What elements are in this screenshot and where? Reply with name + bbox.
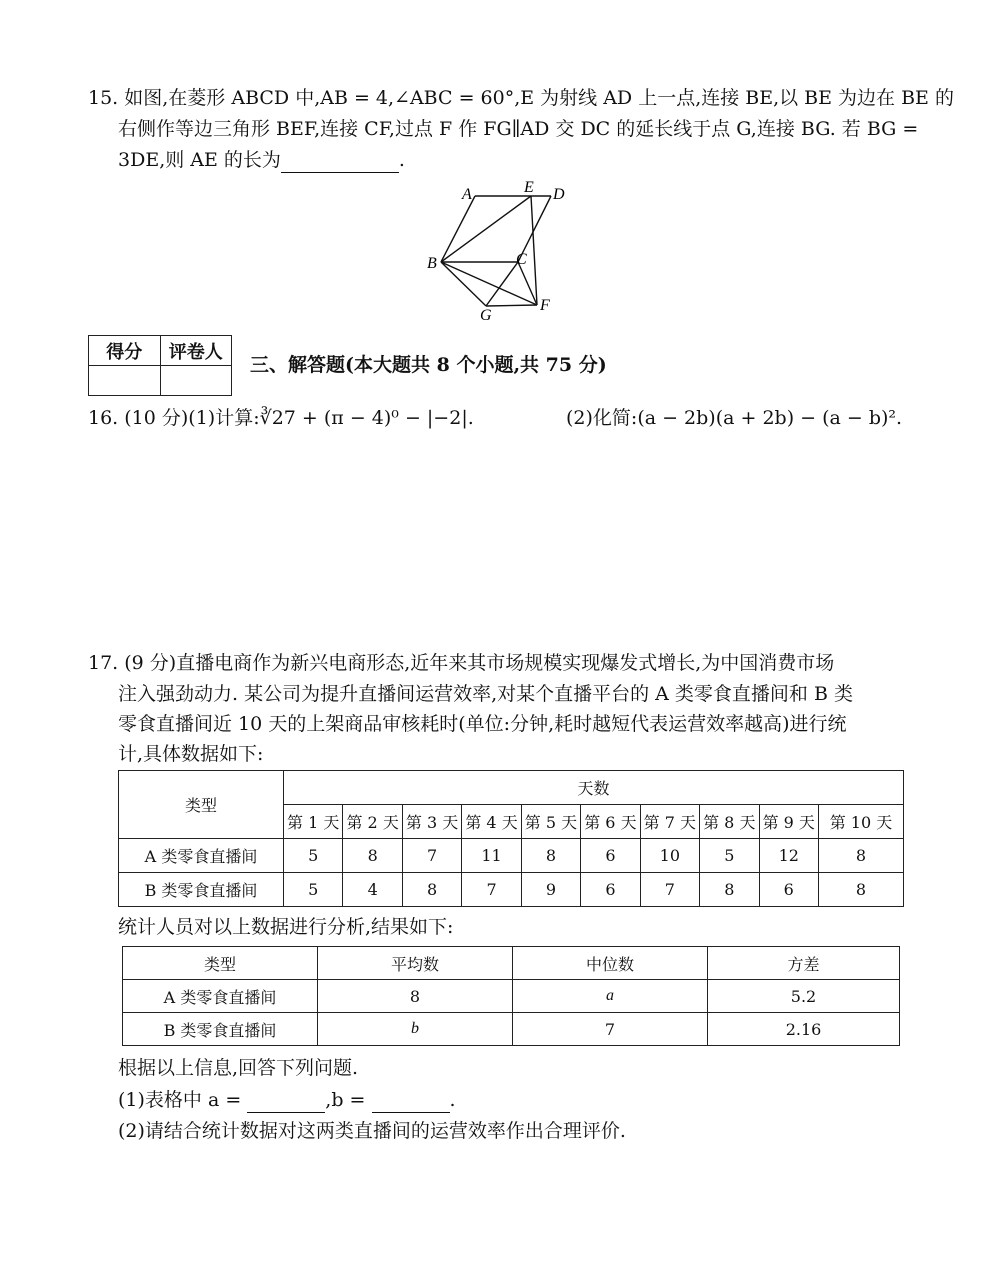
label-g: G (480, 307, 492, 324)
sub-question-1 (118, 1087, 456, 1113)
label-f: F (540, 297, 550, 314)
type-header: 类型 (119, 771, 284, 839)
daily-data-table (118, 770, 904, 907)
q17-line1: 17. (9 分)直播电商作为新兴电商形态,近年来其市场规模实现爆发式增长,为中国消费市场 (88, 652, 835, 674)
segment-bf (441, 262, 537, 305)
segment-bg (441, 262, 486, 306)
q16-part1: 16. (10 分)(1)计算:∛27 + (π − 4)⁰ − |−2|. (88, 407, 474, 429)
score-table (88, 335, 232, 396)
day-header: 第 2 天 (343, 805, 402, 839)
table-cell: 5 (284, 873, 343, 907)
answer-blank-b[interactable] (372, 1092, 450, 1113)
stats-header: 方差 (708, 947, 900, 980)
segment-ef (531, 196, 537, 305)
sub-question-2: (2)请结合统计数据对这两类直播间的运营效率作出合理评价. (118, 1120, 626, 1142)
table-cell: 12 (759, 839, 819, 873)
label-a: A (462, 186, 472, 203)
table-cell: 4 (343, 873, 402, 907)
q15-line3 (118, 147, 405, 173)
row-label: A 类零食直播间 (119, 839, 284, 873)
answer-blank-ae[interactable] (281, 152, 399, 173)
q17-line2: 注入强劲动力. 某公司为提升直播间运营效率,对某个直播平台的 A 类零食直播间和 B 类 (118, 683, 853, 705)
q15-end: . (398, 149, 405, 171)
day-header: 第 5 天 (521, 805, 580, 839)
stats-cell: B 类零食直播间 (123, 1013, 318, 1046)
label-c: C (516, 251, 527, 268)
label-e: E (524, 179, 534, 196)
stats-cell: 5.2 (708, 980, 900, 1013)
label-b: B (427, 255, 437, 272)
stats-cell: 2.16 (708, 1013, 900, 1046)
day-header: 第 8 天 (700, 805, 759, 839)
stats-cell: b (318, 1013, 513, 1046)
table-cell: 5 (700, 839, 759, 873)
q15-number: 15. (88, 87, 119, 109)
sub1-a-text: (1)表格中 a = (118, 1089, 242, 1111)
stats-table (122, 946, 900, 1046)
score-cell[interactable] (89, 366, 161, 396)
segment-cf (518, 262, 537, 305)
table-row (119, 839, 904, 873)
day-header: 第 7 天 (640, 805, 699, 839)
table-cell: 6 (581, 839, 640, 873)
day-header: 第 3 天 (402, 805, 461, 839)
table-cell: 6 (759, 873, 819, 907)
q15-line1 (88, 85, 954, 111)
answer-intro: 根据以上信息,回答下列问题. (118, 1057, 359, 1079)
stats-cell: 7 (513, 1013, 708, 1046)
stats-header: 平均数 (318, 947, 513, 980)
table-cell: 11 (462, 839, 521, 873)
day-header: 第 9 天 (759, 805, 819, 839)
table-cell: 8 (819, 839, 904, 873)
q17-line3: 零食直播间近 10 天的上架商品审核耗时(单位:分钟,耗时越短代表运营效率越高)进行统 (118, 713, 847, 735)
label-d: D (553, 186, 565, 203)
segment-ab (441, 196, 475, 262)
table-cell: 8 (343, 839, 402, 873)
stats-header: 中位数 (513, 947, 708, 980)
row-label: B 类零食直播间 (119, 873, 284, 907)
answer-blank-a[interactable] (247, 1092, 325, 1113)
q15-text-3: 3DE,则 AE 的长为 (118, 149, 281, 171)
sub1-b-text: ,b = (325, 1089, 366, 1111)
q16-part2: (2)化简:(a − 2b)(a + 2b) − (a − b)². (566, 407, 903, 429)
segment-gf (486, 305, 537, 306)
q17-line4: 计,具体数据如下: (118, 743, 264, 765)
section-3-heading: 三、解答题(本大题共 8 个小题,共 75 分) (250, 354, 607, 376)
stats-cell: a (513, 980, 708, 1013)
day-header: 第 10 天 (819, 805, 904, 839)
days-header: 天数 (284, 771, 904, 805)
table-cell: 8 (521, 839, 580, 873)
q15-line2: 右侧作等边三角形 BEF,连接 CF,过点 F 作 FG∥AD 交 DC 的延长线于点 G,连接 BG. 若 BG = (118, 118, 919, 140)
analysis-intro: 统计人员对以上数据进行分析,结果如下: (118, 916, 454, 938)
table-row (123, 980, 900, 1013)
segment-dc (518, 196, 551, 262)
table-cell: 8 (402, 873, 461, 907)
score-header: 得分 (89, 336, 161, 366)
stats-header: 类型 (123, 947, 318, 980)
grader-header: 评卷人 (160, 336, 232, 366)
grader-cell[interactable] (160, 366, 232, 396)
stats-cell: 8 (318, 980, 513, 1013)
q15-text-1: 如图,在菱形 ABCD 中,AB = 4,∠ABC = 60°,E 为射线 AD 上一点,连接 BE,以 BE 为边在 BE 的 (124, 87, 954, 109)
table-cell: 10 (640, 839, 699, 873)
day-header: 第 6 天 (581, 805, 640, 839)
table-cell: 5 (284, 839, 343, 873)
table-cell: 7 (402, 839, 461, 873)
table-cell: 9 (521, 873, 580, 907)
stats-cell: A 类零食直播间 (123, 980, 318, 1013)
table-row (123, 1013, 900, 1046)
sub1-end: . (449, 1089, 456, 1111)
day-header: 第 1 天 (284, 805, 343, 839)
table-cell: 7 (462, 873, 521, 907)
table-cell: 6 (581, 873, 640, 907)
table-row (119, 873, 904, 907)
table-cell: 7 (640, 873, 699, 907)
segment-cg (486, 262, 518, 306)
table-cell: 8 (819, 873, 904, 907)
day-header: 第 4 天 (462, 805, 521, 839)
table-cell: 8 (700, 873, 759, 907)
segment-be (441, 196, 531, 262)
